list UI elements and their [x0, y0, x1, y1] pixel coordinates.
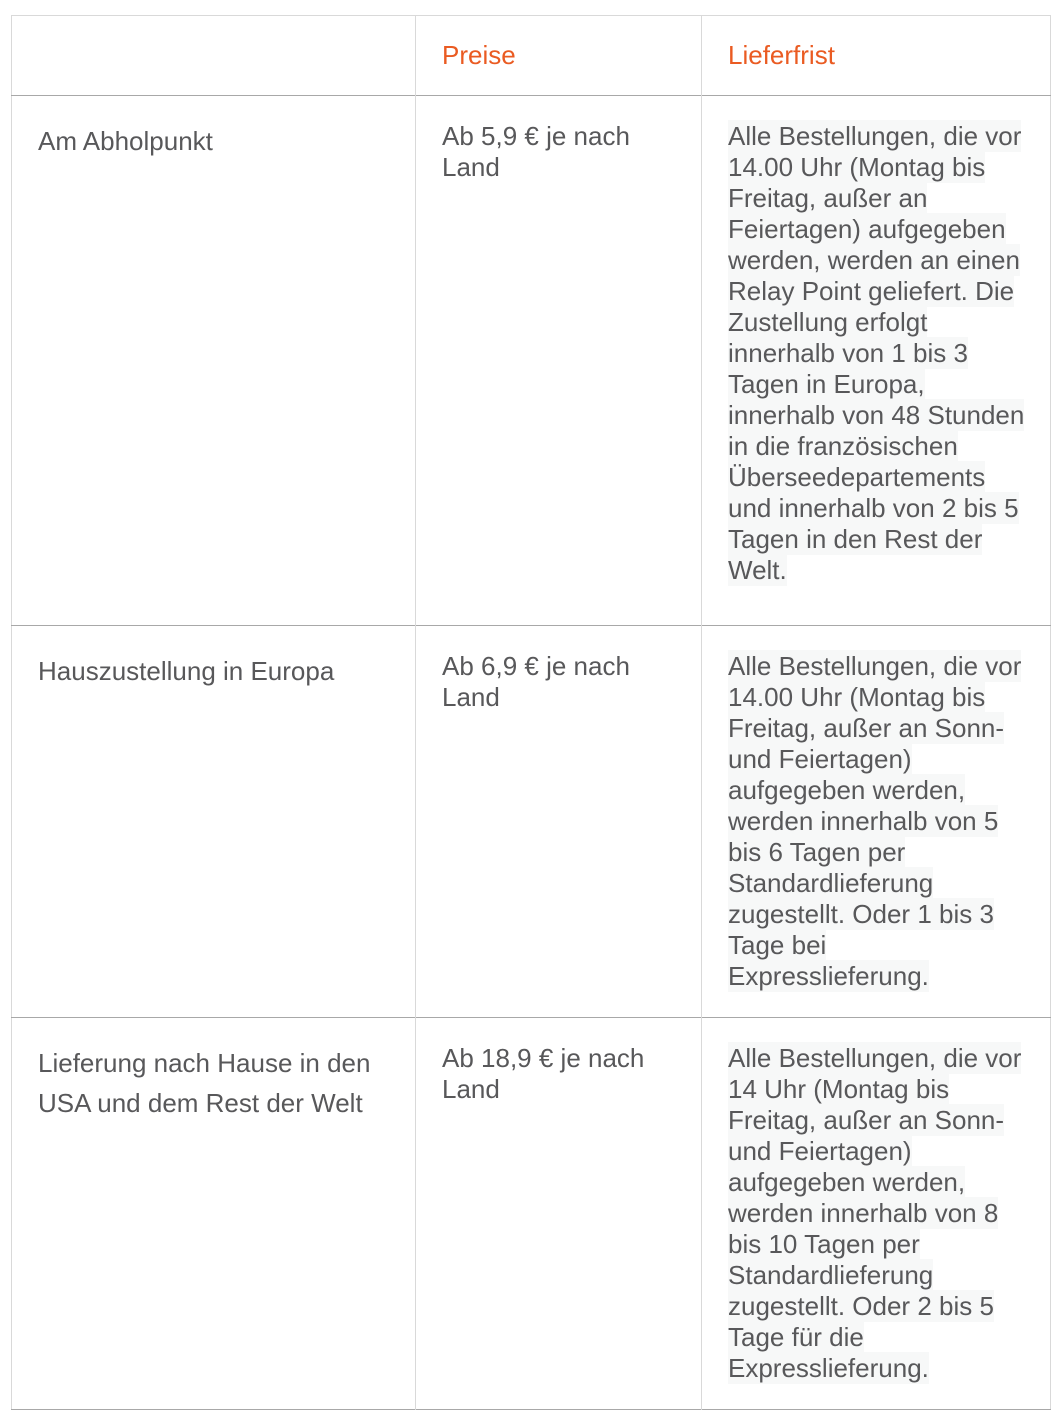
column-header-lieferfrist: Lieferfrist	[702, 16, 1051, 96]
option-label: Hauszustellung in Europa	[38, 656, 335, 686]
table-row-hauszustellung-europa	[12, 626, 1051, 1018]
delivery-cell	[702, 626, 1051, 1018]
table-row-abholpunkt	[12, 96, 1051, 626]
price-cell	[416, 626, 702, 1018]
option-label: Lieferung nach Hause in den USA und dem Rest der Welt	[38, 1048, 371, 1118]
option-cell	[12, 626, 416, 1018]
delivery-cell	[702, 1018, 1051, 1410]
price-cell	[416, 1018, 702, 1410]
table-row-lieferung-usa-welt	[12, 1018, 1051, 1410]
header-row	[12, 16, 1051, 96]
delivery-time-text: Alle Bestellungen, die vor 14 Uhr (Montag bis Freitag, außer an Sonn- und Feiertagen) aufgegeben werden, werden innerhalb von 8 bis 10 Tagen per Standardlieferung zugestellt. Oder 2 bis 5 Tage für die Expresslieferung.	[728, 1043, 1022, 1383]
delivery-time-text: Alle Bestellungen, die vor 14.00 Uhr (Montag bis Freitag, außer an Sonn- und Feiertagen) aufgegeben werden, werden innerhalb von 5 bis 6 Tagen per Standardlieferung zugestellt. Oder 1 bis 3 Tage bei Expresslieferung.	[728, 651, 1022, 991]
delivery-cell	[702, 96, 1051, 626]
option-label: Am Abholpunkt	[38, 126, 213, 156]
shipping-options-table	[11, 15, 1051, 1410]
column-header-empty	[12, 16, 416, 96]
price-value: Ab 18,9 € je nach Land	[442, 1043, 645, 1104]
price-cell	[416, 96, 702, 626]
delivery-time-text: Alle Bestellungen, die vor 14.00 Uhr (Montag bis Freitag, außer an Feiertagen) aufgegeben werden, werden an einen Relay Point geliefert. Die Zustellung erfolgt innerhalb von 1 bis 3 Tagen in Europa, innerhalb von 48 Stunden in die französischen Überseedepartements und innerhalb von 2 bis 5 Tagen in den Rest der Welt.	[728, 121, 1025, 585]
price-value: Ab 5,9 € je nach Land	[442, 121, 630, 182]
price-value: Ab 6,9 € je nach Land	[442, 651, 630, 712]
column-header-preise: Preise	[416, 16, 702, 96]
option-cell	[12, 96, 416, 626]
option-cell	[12, 1018, 416, 1410]
